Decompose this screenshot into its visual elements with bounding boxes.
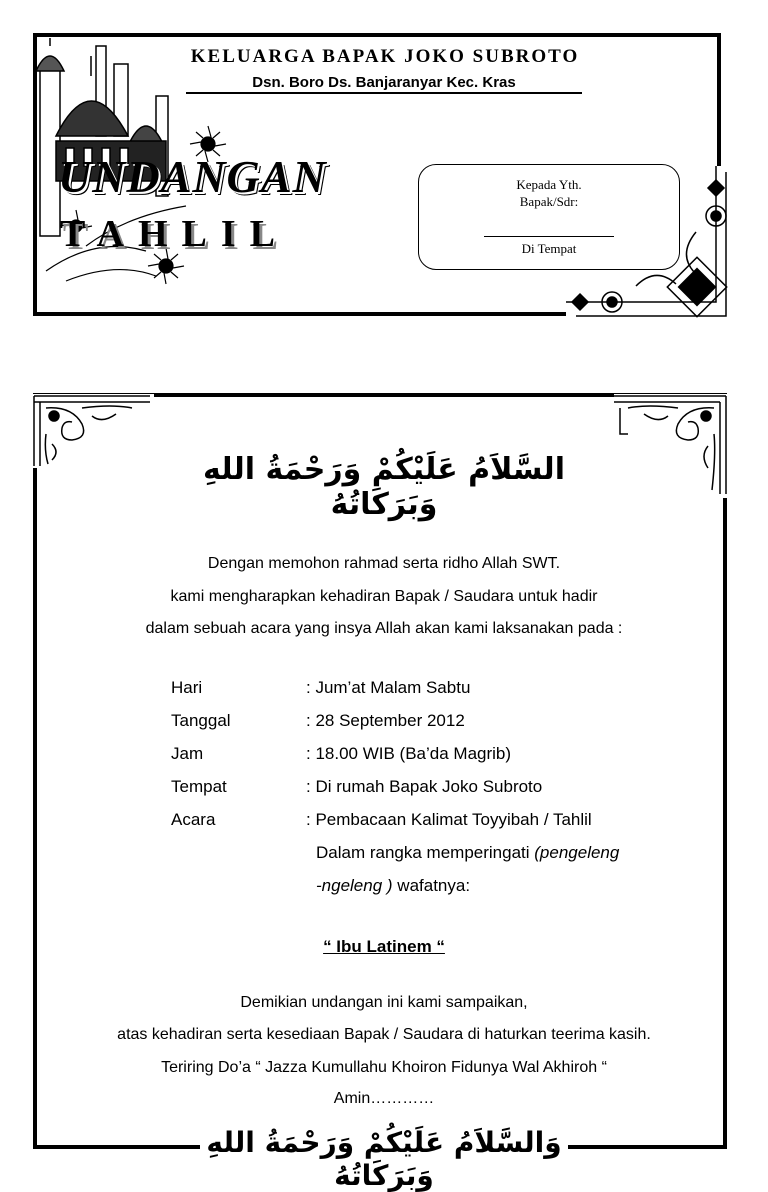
opening-line-2: kami mengharapkan kehadiran Bapak / Saudara untuk hadir <box>170 588 598 605</box>
corner-ornament-icon <box>566 166 734 334</box>
deceased-name: “ Ibu Latinem “ <box>323 937 445 956</box>
title-undangan: UNDANGAN <box>58 151 327 202</box>
detail-value: : Pembacaan Kalimat Toyyibah / Tahlil <box>306 810 592 829</box>
acara-cont-text: wafatnya: <box>392 876 471 895</box>
top-left-ornament-icon <box>32 394 154 468</box>
detail-label: Tempat <box>171 777 227 796</box>
opening-line-1: Dengan memohon rahmad serta ridho Allah SWT. <box>207 555 561 572</box>
recipient-line1: Kepada Yth. <box>516 177 582 192</box>
acara-cont-italic: -ngeleng ) <box>316 876 393 895</box>
arabic-closing-greeting: وَالسَّلاَمُ عَلَيْكُمْ وَرَحْمَةُ اللهِ وَبَرَكَاتُهُ <box>200 1126 568 1192</box>
top-right-ornament-icon <box>614 394 728 498</box>
family-address: Dsn. Boro Ds. Banjaranyar Kec. Kras <box>186 74 582 94</box>
acara-continuation-1 <box>316 843 619 863</box>
closing-line-2: atas kehadiran serta kesediaan Bapak / Saudara di haturkan teerima kasih. <box>117 1026 651 1043</box>
closing-line-4: Amin………… <box>333 1090 435 1107</box>
detail-label: Hari <box>171 678 203 697</box>
detail-label: Tanggal <box>171 711 231 730</box>
acara-cont-text: Dalam rangka memperingati <box>316 843 535 862</box>
opening-line-3: dalam sebuah acara yang insya Allah akan kami laksanakan pada : <box>145 620 623 637</box>
detail-label: Jam <box>171 744 204 763</box>
recipient-line3: Di Tempat <box>521 241 577 256</box>
detail-value: : 28 September 2012 <box>306 711 465 730</box>
closing-line-3: Teriring Do’a “ Jazza Kumullahu Khoiron Fidunya Wal Akhiroh “ <box>161 1059 607 1076</box>
detail-label: Acara <box>171 810 216 829</box>
recipient-line2: Bapak/Sdr: <box>519 194 579 209</box>
closing-line-1: Demikian undangan ini kami sampaikan, <box>240 994 528 1011</box>
title-tahlil: TAHLIL <box>60 213 290 255</box>
family-name: KELUARGA BAPAK JOKO SUBROTO <box>190 46 580 67</box>
acara-continuation-2 <box>316 876 470 896</box>
detail-value: : Jum’at Malam Sabtu <box>306 678 471 697</box>
detail-value: : Di rumah Bapak Joko Subroto <box>306 777 543 796</box>
arabic-greeting: السَّلاَمُ عَلَيْكُمْ وَرَحْمَةُ اللهِ وَبَرَكَاتُهُ <box>203 452 565 522</box>
detail-value: : 18.00 WIB (Ba’da Magrib) <box>306 744 512 763</box>
acara-cont-italic: (pengeleng <box>534 843 620 862</box>
